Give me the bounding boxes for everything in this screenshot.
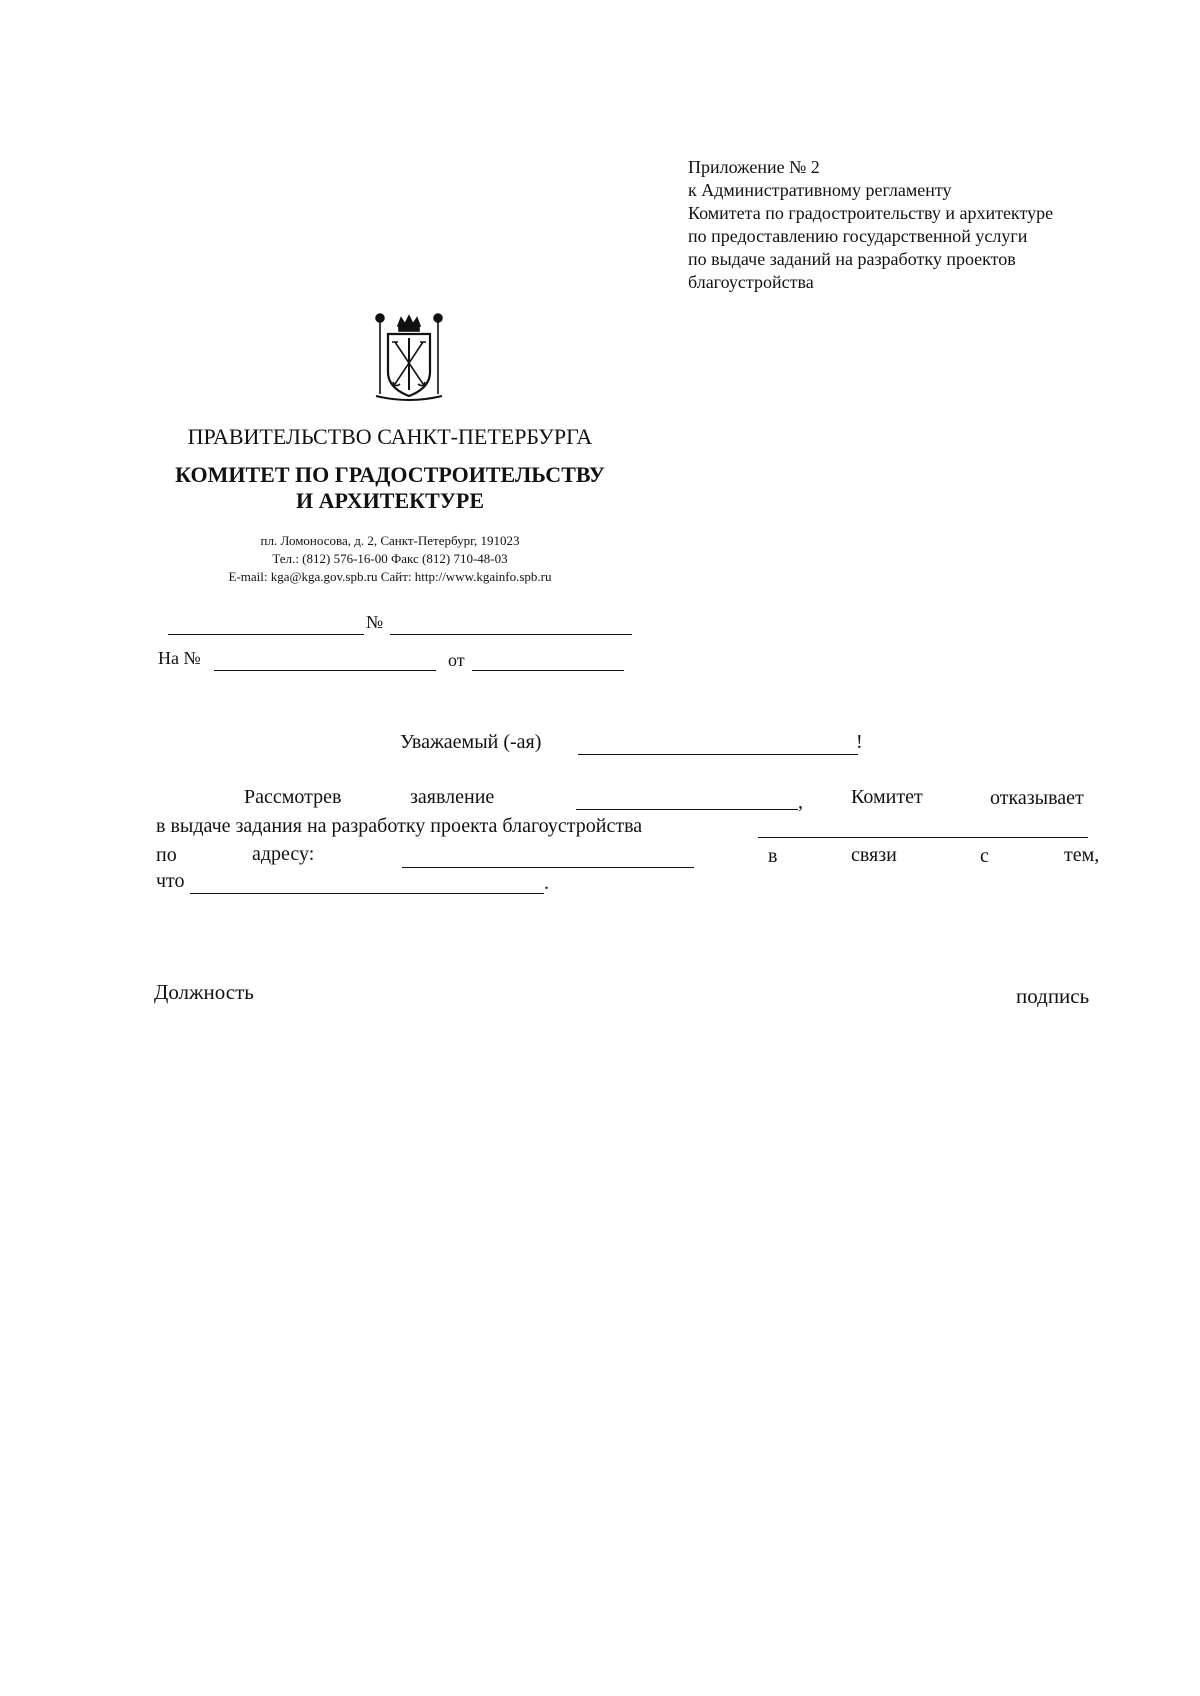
coat-of-arms-icon bbox=[368, 312, 450, 402]
attachment-line: Приложение № 2 bbox=[688, 157, 820, 177]
on-number-label: На № bbox=[158, 648, 201, 668]
email-site-line: E-mail: kga@kga.gov.spb.ru Сайт: http://www.kgainfo.spb.ru bbox=[228, 569, 552, 584]
address-field[interactable] bbox=[402, 867, 694, 868]
incoming-date-field[interactable] bbox=[472, 670, 624, 671]
outgoing-number-field[interactable] bbox=[390, 634, 632, 635]
attachment-line: по предоставлению государственной услуги bbox=[688, 226, 1028, 246]
body-word: связи bbox=[851, 844, 897, 866]
body-word: в bbox=[768, 845, 778, 867]
incoming-number-field[interactable] bbox=[214, 670, 436, 671]
body-comma: , bbox=[798, 791, 803, 813]
from-label: от bbox=[448, 650, 465, 670]
greeting-text: Уважаемый (-ая) bbox=[400, 731, 542, 753]
greeting-exclamation: ! bbox=[856, 731, 863, 753]
project-field[interactable] bbox=[758, 837, 1088, 838]
body-period: . bbox=[544, 872, 549, 894]
attachment-line: Комитета по градостроительству и архитектуре bbox=[688, 203, 1054, 223]
position-label: Должность bbox=[154, 980, 254, 1004]
address-line: пл. Ломоносова, д. 2, Санкт-Петербург, 191023 bbox=[260, 533, 520, 548]
phone-fax-line: Тел.: (812) 576-16-00 Факс (812) 710-48-03 bbox=[272, 551, 508, 566]
body-word: Комитет bbox=[851, 786, 923, 808]
attachment-note bbox=[688, 156, 1053, 294]
signature-label: подпись bbox=[1016, 984, 1090, 1008]
body-word: адресу: bbox=[252, 843, 315, 865]
addressee-name-field[interactable] bbox=[578, 754, 858, 755]
body-word: тем, bbox=[1064, 844, 1100, 866]
government-title: ПРАВИТЕЛЬСТВО САНКТ-ПЕТЕРБУРГА bbox=[187, 424, 593, 449]
outgoing-date-field[interactable] bbox=[168, 634, 364, 635]
contact-block bbox=[150, 532, 630, 586]
body-word: заявление bbox=[410, 786, 495, 808]
attachment-line: благоустройства bbox=[688, 272, 814, 292]
attachment-line: по выдаче заданий на разработку проектов bbox=[688, 249, 1016, 269]
committee-line-1: КОМИТЕТ ПО ГРАДОСТРОИТЕЛЬСТВУ bbox=[175, 462, 605, 487]
number-sign: № bbox=[366, 612, 384, 632]
body-word: с bbox=[980, 845, 989, 867]
reason-field[interactable] bbox=[190, 893, 544, 894]
body-line: в выдаче задания на разработку проекта благоустройства bbox=[156, 815, 643, 837]
application-field[interactable] bbox=[576, 809, 798, 810]
committee-line-2: И АРХИТЕКТУРЕ bbox=[296, 488, 484, 513]
body-word: по bbox=[156, 844, 177, 866]
body-word: что bbox=[156, 870, 185, 892]
body-word: отказывает bbox=[990, 787, 1084, 809]
body-word: Рассмотрев bbox=[244, 786, 342, 808]
committee-name bbox=[150, 462, 630, 514]
attachment-line: к Административному регламенту bbox=[688, 180, 952, 200]
